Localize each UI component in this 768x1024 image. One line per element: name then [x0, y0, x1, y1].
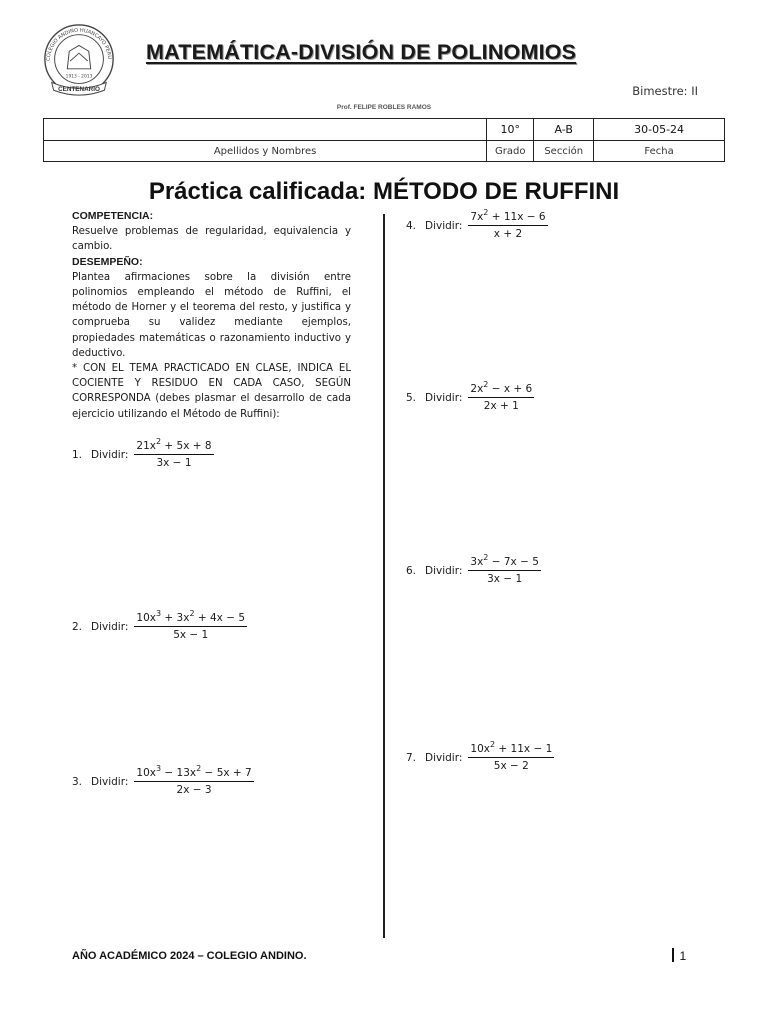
exercise-word: Dividir: — [425, 219, 463, 232]
page-separator — [672, 948, 674, 962]
exercise-number: 2. — [72, 620, 83, 633]
document-header-title: MATEMÁTICA-DIVISIÓN DE POLINOMIOS — [146, 40, 577, 64]
fecha-label-cell: Fecha — [594, 141, 725, 162]
denominator: 5x − 2 — [493, 760, 529, 772]
denominator: 3x − 1 — [156, 457, 192, 469]
page-number: 1 — [679, 949, 687, 963]
column-divider — [383, 214, 385, 938]
grado-value-cell: 10° — [487, 119, 534, 141]
numerator: $10x^3 + 3x^2 + 4x - 5$ — [134, 612, 247, 627]
svg-text:COLEGIO ANDINO HUANCAYO PERÚ: COLEGIO ANDINO HUANCAYO PERÚ — [45, 27, 113, 62]
competencia-text: Resuelve problemas de regularidad, equivalencia y cambio. — [72, 226, 351, 253]
svg-text:CENTENARIO: CENTENARIO — [58, 86, 100, 94]
fraction — [134, 609, 247, 641]
competencia-label: COMPETENCIA: — [72, 210, 154, 222]
denominator: x + 2 — [493, 228, 523, 240]
student-info-table — [43, 118, 725, 162]
fraction — [468, 553, 541, 585]
fecha-value-cell: 30-05-24 — [594, 119, 725, 141]
grado-label-cell: Grado — [487, 141, 534, 162]
fraction — [468, 380, 534, 412]
numerator: $3x^2 - 7x - 5$ — [468, 556, 541, 571]
exercise-number: 4. — [406, 219, 417, 232]
fraction — [134, 764, 253, 796]
exercise-word: Dividir: — [91, 775, 129, 788]
footer-academic-year: AÑO ACADÉMICO 2024 – COLEGIO ANDINO. — [72, 950, 307, 962]
exercise-5 — [406, 380, 534, 412]
exercise-number: 7. — [406, 751, 417, 764]
exercise-1 — [72, 437, 214, 469]
numerator: $10x^2 + 11x - 1$ — [468, 743, 554, 758]
practice-title: Práctica calificada: MÉTODO DE RUFFINI — [148, 178, 620, 205]
instruction-text: * CON EL TEMA PRACTICADO EN CLASE, INDICA EL COCIENTE Y RESIDUO EN CADA CASO, SEGÚN CORRESPONDA (debes plasmar el desarrollo de cada ejercicio utilizando el Método de Ruffini): — [72, 363, 351, 420]
numerator: $10x^3 - 13x^2 - 5x + 7$ — [134, 767, 253, 782]
numerator: $7x^2 + 11x - 6$ — [468, 211, 547, 226]
bimestre-label: Bimestre: II — [632, 84, 698, 98]
exercise-number: 1. — [72, 448, 83, 461]
exercise-4 — [406, 208, 548, 240]
exercise-word: Dividir: — [425, 751, 463, 764]
denominator: 2x + 1 — [483, 400, 519, 412]
exercise-word: Dividir: — [91, 620, 129, 633]
exercise-6 — [406, 553, 541, 585]
numerator: $21x^2 + 5x + 8$ — [134, 440, 213, 455]
nombres-value-cell[interactable] — [44, 119, 487, 141]
denominator: 3x − 1 — [487, 573, 523, 585]
desempeno-label: DESEMPEÑO: — [72, 255, 143, 268]
exercise-3 — [72, 764, 254, 796]
exercise-2 — [72, 609, 247, 641]
nombres-label-cell: Apellidos y Nombres — [44, 141, 487, 162]
denominator: 5x − 1 — [173, 629, 209, 641]
professor-name: Prof. FELIPE ROBLES RAMOS — [336, 104, 432, 111]
desempeno-text: Plantea afirmaciones sobre la división entre polinomios empleando el método de Ruffini, el método de Horner y el teorema del resto, y justifica y comprueba su validez mediante ejemplos, propiedades matemáticas o razonamiento inductivo y deductivo. — [72, 271, 351, 359]
seccion-label-cell: Sección — [534, 141, 594, 162]
seccion-value-cell: A-B — [534, 119, 594, 141]
fraction — [134, 437, 213, 469]
numerator: $2x^2 - x + 6$ — [468, 383, 534, 398]
fraction — [468, 208, 547, 240]
school-seal-logo — [40, 22, 118, 100]
exercise-number: 6. — [406, 564, 417, 577]
exercise-7 — [406, 740, 554, 772]
intro-text-block — [72, 209, 351, 422]
exercise-word: Dividir: — [425, 391, 463, 404]
exercise-word: Dividir: — [91, 448, 129, 461]
footer-page-number — [672, 948, 686, 963]
svg-text:1913 - 2013: 1913 - 2013 — [65, 74, 93, 80]
exercise-number: 5. — [406, 391, 417, 404]
fraction — [468, 740, 554, 772]
exercise-word: Dividir: — [425, 564, 463, 577]
denominator: 2x − 3 — [176, 784, 212, 796]
exercise-number: 3. — [72, 775, 83, 788]
